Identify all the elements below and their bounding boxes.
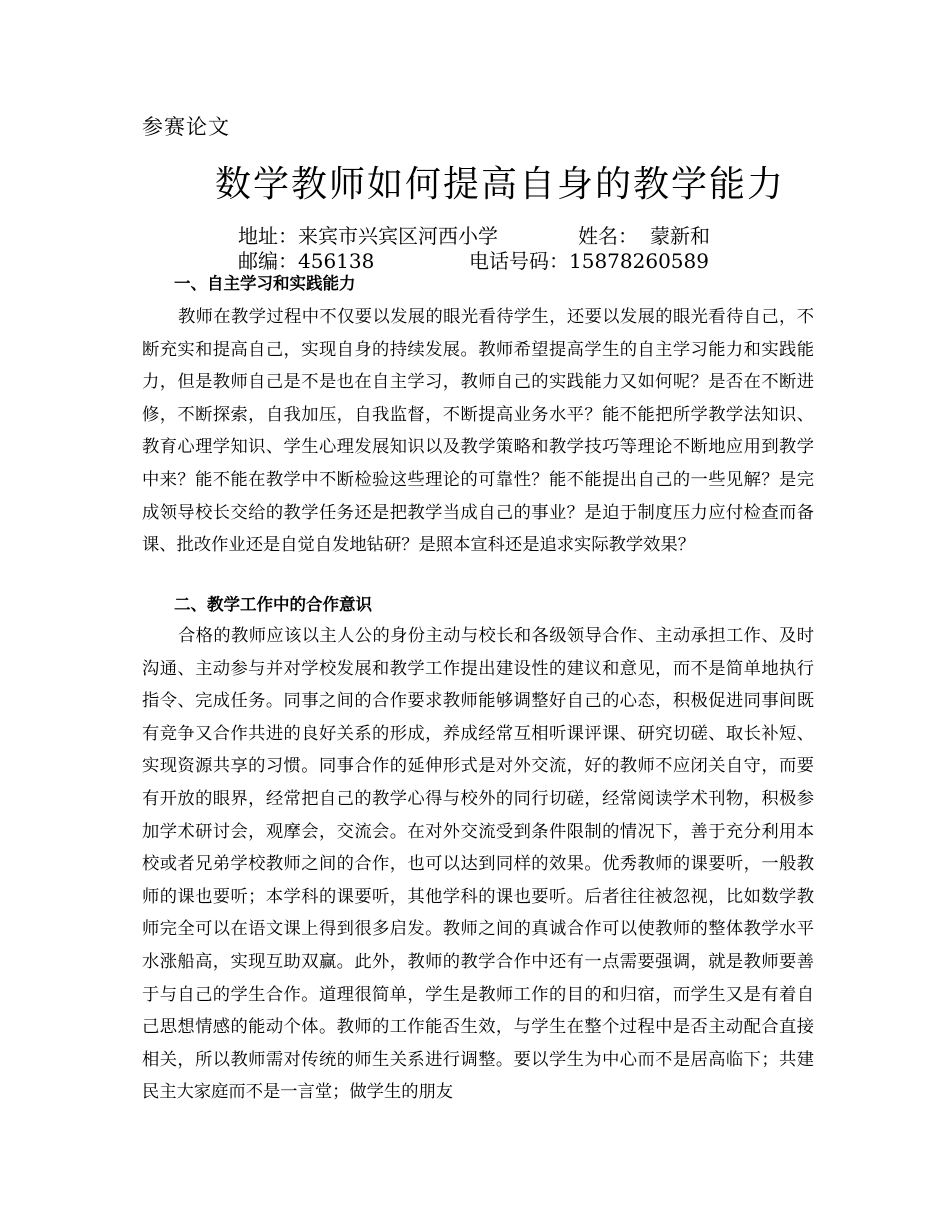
section-1-body (142, 301, 814, 562)
phone-line (469, 248, 709, 274)
phone-value: 15878260589 (569, 249, 709, 273)
section-1-paragraph: 教师在教学过程中不仅要以发展的眼光看待学生，还要以发展的眼光看待自己，不断充实和提高自己，实现自身的持续发展。教师希望提高学生的自主学习能力和实践能力，但是教师自己是不是也在自主学习，教师自己的实践能力又如何呢？是否在不断进修，不断探索，自我加压，自我监督，不断提高业务水平？能不能把所学教学法知识、教育心理学知识、学生心理发展知识以及教学策略和教学技巧等理论不断地应用到教学中来？能不能在教学中不断检验这些理论的可靠性？能不能提出自己的一些见解？是完成领导校长交给的教学任务还是把教学当成自己的事业？是迫于制度压力应付检查而备课、批改作业还是自觉自发地钻研？是照本宣科还是追求实际教学效果？ (142, 307, 814, 556)
address-line (238, 223, 498, 249)
postcode-label: 邮编： (238, 249, 298, 273)
section-2-body (142, 620, 814, 1109)
name-value: 蒙新和 (650, 224, 710, 248)
section-2-paragraph: 合格的教师应该以主人公的身份主动与校长和各级领导合作、主动承担工作、及时沟通、主动参与并对学校发展和教学工作提出建设性的建议和意见，而不是简单地执行指令、完成任务。同事之间的合作要求教师能够调整好自己的心态，积极促进同事间既有竞争又合作共进的良好关系的形成，养成经常互相听课评课、研究切磋、取长补短、实现资源共享的习惯。同事合作的延伸形式是对外交流，好的教师不应闭关自守，而要有开放的眼界，经常把自己的教学心得与校外的同行切磋，经常阅读学术刊物，积极参加学术研讨会，观摩会，交流会。在对外交流受到条件限制的情况下，善于充分利用本校或者兄弟学校教师之间的合作，也可以达到同样的效果。优秀教师的课要听，一般教师的课也要听；本学科的课要听，其他学科的课也要听。后者往往被忽视，比如数学教师完全可以在语文课上得到很多启发。教师之间的真诚合作可以使教师的整体教学水平水涨船高，实现互助双赢。此外，教师的教学合作中还有一点需要强调，就是教师要善于与自己的学生合作。道理很简单，学生是教师工作的目的和归宿，而学生又是有着自己思想情感的能动个体。教师的工作能否生效，与学生在整个过程中是否主动配合直接相关，所以教师需对传统的师生关系进行调整。要以学生为中心而不是居高临下；共建民主大家庭而不是一言堂；做学生的朋友 (142, 626, 814, 1103)
name-label: 姓名： (578, 224, 638, 248)
paper-title: 数学教师如何提高自身的教学能力 (214, 164, 785, 205)
name-line (578, 223, 710, 249)
phone-label: 电话号码： (469, 249, 569, 273)
paper-category-label: 参赛论文 (142, 115, 230, 139)
section-2-heading: 二、教学工作中的合作意识 (174, 595, 372, 614)
address-value: 来宾市兴宾区河西小学 (298, 224, 498, 248)
postcode-value: 456138 (298, 249, 375, 273)
section-1-heading: 一、自主学习和实践能力 (174, 274, 356, 293)
address-label: 地址： (238, 224, 298, 248)
